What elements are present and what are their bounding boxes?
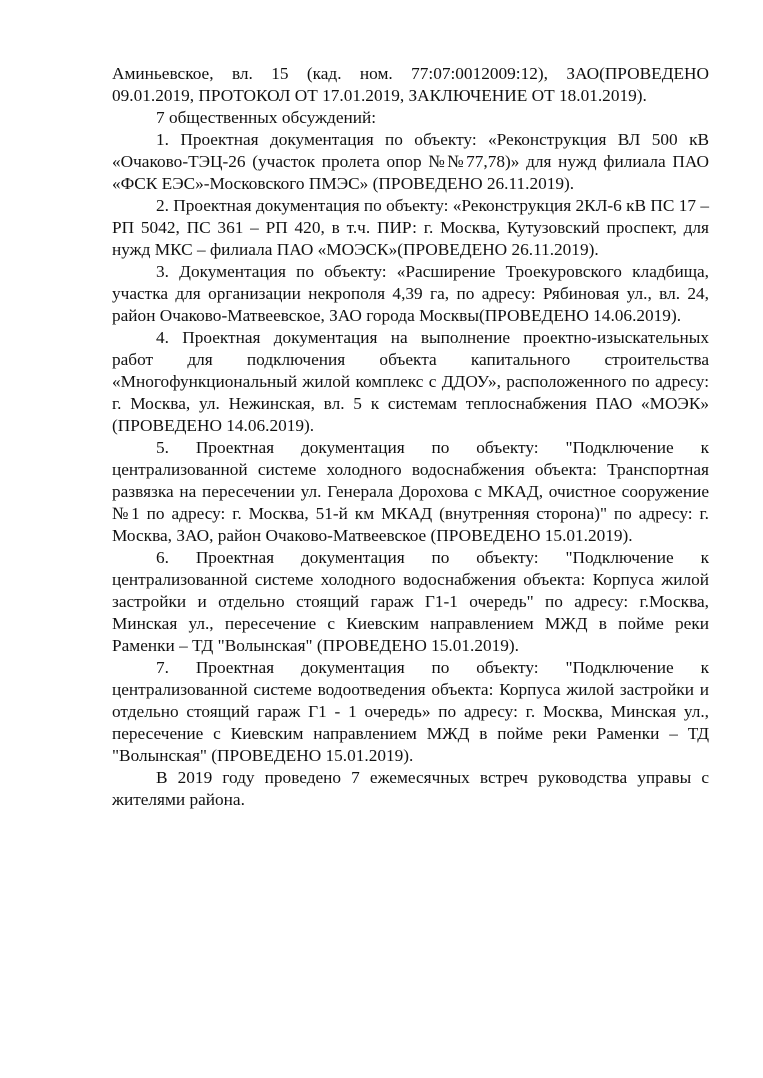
list-item: 3. Документация по объекту: «Расширение Троекуровского кладбища, участка для организации некрополя 4,39 га, по адресу: Рябиновая ул., вл. 24, район Очаково-Матвеевское, ЗАО города Москвы(ПРОВЕДЕНО 14.06.2019). xyxy=(112,262,709,325)
closing-paragraph: В 2019 году проведено 7 ежемесячных встреч руководства управы с жителями района. xyxy=(112,768,709,809)
list-item: 2. Проектная документация по объекту: «Реконструкция 2КЛ-6 кВ ПС 17 – РП 5042, ПС 361 – РП 420, в т.ч. ПИР: г. Москва, Кутузовский проспект, для нужд МКС – филиала ПАО «МОЭСК»(ПРОВЕДЕНО 26.11.2019). xyxy=(112,196,709,259)
list-item: 5. Проектная документация по объекту: "Подключение к централизованной системе холодного водоснабжения объекта: Транспортная развязка на пересечении ул. Генерала Дорохова с МКАД, очистное сооружение №1 по адресу: г. Москва, 51-й км МКАД (внутренняя сторона)" по адресу: г. Москва, ЗАО, район Очаково-Матвеевское (ПРОВЕДЕНО 15.01.2019). xyxy=(112,438,709,545)
list-item: 4. Проектная документация на выполнение проектно-изыскательных работ для подключения объекта капитального строительства «Многофункциональный жилой комплекс с ДДОУ», расположенного по адресу: г. Москва, ул. Нежинская, вл. 5 к системам теплоснабжения ПАО «МОЭК» (ПРОВЕДЕНО 14.06.2019). xyxy=(112,328,709,435)
intro-paragraph: Аминьевское, вл. 15 (кад. ном. 77:07:0012009:12), ЗАО(ПРОВЕДЕНО 09.01.2019, ПРОТОКОЛ ОТ 17.01.2019, ЗАКЛЮЧЕНИЕ ОТ 18.01.2019). xyxy=(112,64,709,105)
document-page xyxy=(112,63,709,811)
section-heading: 7 общественных обсуждений: xyxy=(156,108,377,127)
list-item: 7. Проектная документация по объекту: "Подключение к централизованной системе водоотведения объекта: Корпуса жилой застройки и отдельно стоящий гараж Г1 - 1 очередь» по адресу: г. Москва, Минская ул., пересечение с Киевским направлением МЖД в пойме реки Раменки – ТД "Волынская" (ПРОВЕДЕНО 15.01.2019). xyxy=(112,658,709,765)
list-item: 1. Проектная документация по объекту: «Реконструкция ВЛ 500 кВ «Очаково-ТЭЦ-26 (участок пролета опор №№77,78)» для нужд филиала ПАО «ФСК ЕЭС»-Московского ПМЭС» (ПРОВЕДЕНО 26.11.2019). xyxy=(112,130,709,193)
list-item: 6. Проектная документация по объекту: "Подключение к централизованной системе холодного водоснабжения объекта: Корпуса жилой застройки и отдельно стоящий гараж Г1-1 очередь" по адресу: г.Москва, Минская ул., пересечение с Киевским направлением МЖД в пойме реки Раменки – ТД "Волынская" (ПРОВЕДЕНО 15.01.2019). xyxy=(112,548,709,655)
